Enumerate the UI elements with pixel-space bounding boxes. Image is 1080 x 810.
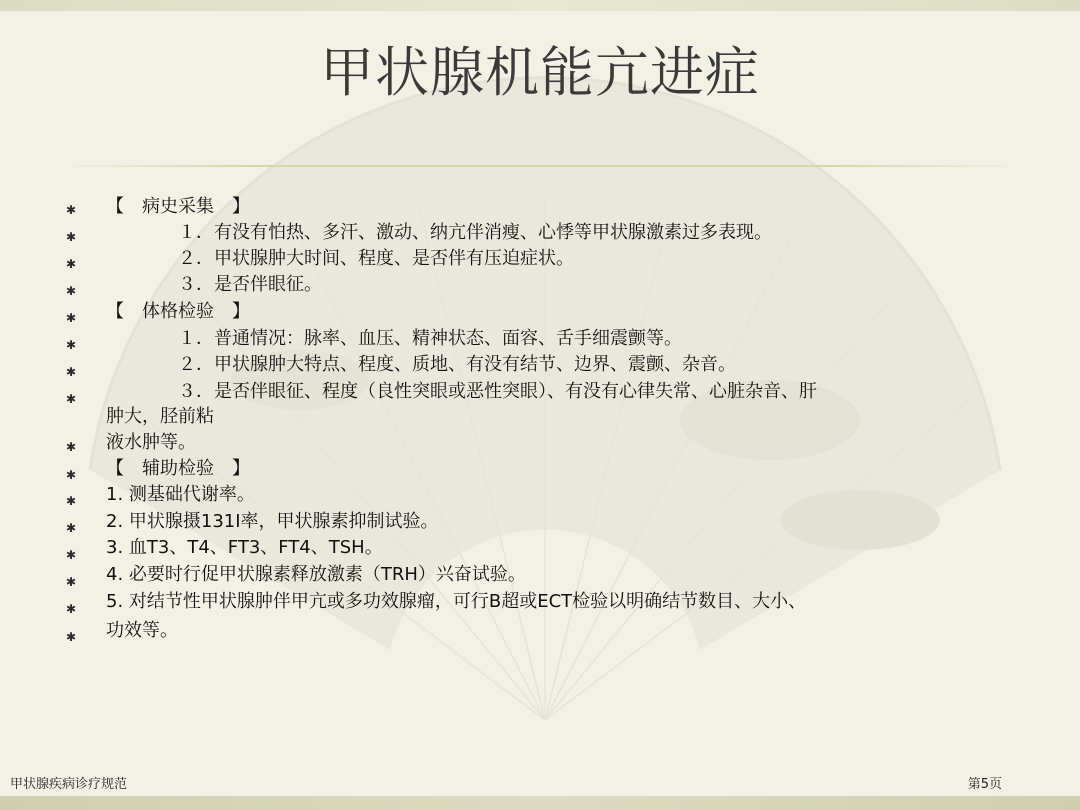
title-divider bbox=[55, 165, 1025, 167]
content-line: 【 辅助检验 】 bbox=[106, 458, 250, 479]
bullet-icon: ✱ bbox=[65, 230, 77, 244]
bullet-icon: ✱ bbox=[65, 311, 77, 325]
bullet-icon: ✱ bbox=[65, 468, 77, 482]
footer-document-title: 甲状腺疾病诊疗规范 bbox=[10, 777, 128, 792]
bottom-decor-band bbox=[0, 796, 1080, 810]
content-line: ２．甲状腺肿大时间、程度、是否伴有压迫症状。 bbox=[106, 248, 574, 269]
bullet-icon: ✱ bbox=[65, 602, 77, 616]
content-line: １．普通情况：脉率、血压、精神状态、面容、舌手细震颤等。 bbox=[106, 328, 682, 349]
bullet-icon: ✱ bbox=[65, 257, 77, 271]
content-line: 功效等。 bbox=[106, 620, 178, 641]
bullet-icon: ✱ bbox=[65, 630, 77, 644]
bullet-icon: ✱ bbox=[65, 575, 77, 589]
bullet-icon: ✱ bbox=[65, 392, 77, 406]
bullet-icon: ✱ bbox=[65, 440, 77, 454]
bullet-icon: ✱ bbox=[65, 284, 77, 298]
bullet-icon: ✱ bbox=[65, 365, 77, 379]
content-line: ３．是否伴眼征。 bbox=[106, 274, 322, 295]
content-line: ３．是否伴眼征、程度（良性突眼或恶性突眼）、有没有心律失常、心脏杂音、肝 bbox=[106, 381, 817, 402]
bullet-icon: ✱ bbox=[65, 521, 77, 535]
content-line: 3. 血T3、T4、FT3、FT4、TSH。 bbox=[106, 537, 383, 558]
bullet-icon: ✱ bbox=[65, 338, 77, 352]
content-line: 2. 甲状腺摄131I率，甲状腺素抑制试验。 bbox=[106, 511, 439, 532]
content-line: ２．甲状腺肿大特点、程度、质地、有没有结节、边界、震颤、杂音。 bbox=[106, 354, 736, 375]
content-line: 【 病史采集 】 bbox=[106, 196, 250, 217]
content-line: 4. 必要时行促甲状腺素释放激素（TRH）兴奋试验。 bbox=[106, 564, 526, 585]
bullet-icon: ✱ bbox=[65, 494, 77, 508]
slide-title: 甲状腺机能亢进症 bbox=[320, 41, 760, 104]
content-line: 1. 测基础代谢率。 bbox=[106, 484, 255, 505]
bullet-icon: ✱ bbox=[65, 203, 77, 217]
bullet-icon: ✱ bbox=[65, 548, 77, 562]
footer-page-number: 第5页 bbox=[967, 777, 1002, 792]
content-line: １．有没有怕热、多汗、激动、纳亢伴消瘦、心悸等甲状腺激素过多表现。 bbox=[106, 222, 772, 243]
content-line: 5. 对结节性甲状腺肿伴甲亢或多功效腺瘤，可行B超或ECT检验以明确结节数目、大小、 bbox=[106, 591, 807, 612]
content-line: 液水肿等。 bbox=[106, 432, 196, 453]
content-line: 肿大，胫前粘 bbox=[106, 406, 214, 427]
content-line: 【 体格检验 】 bbox=[106, 301, 250, 322]
